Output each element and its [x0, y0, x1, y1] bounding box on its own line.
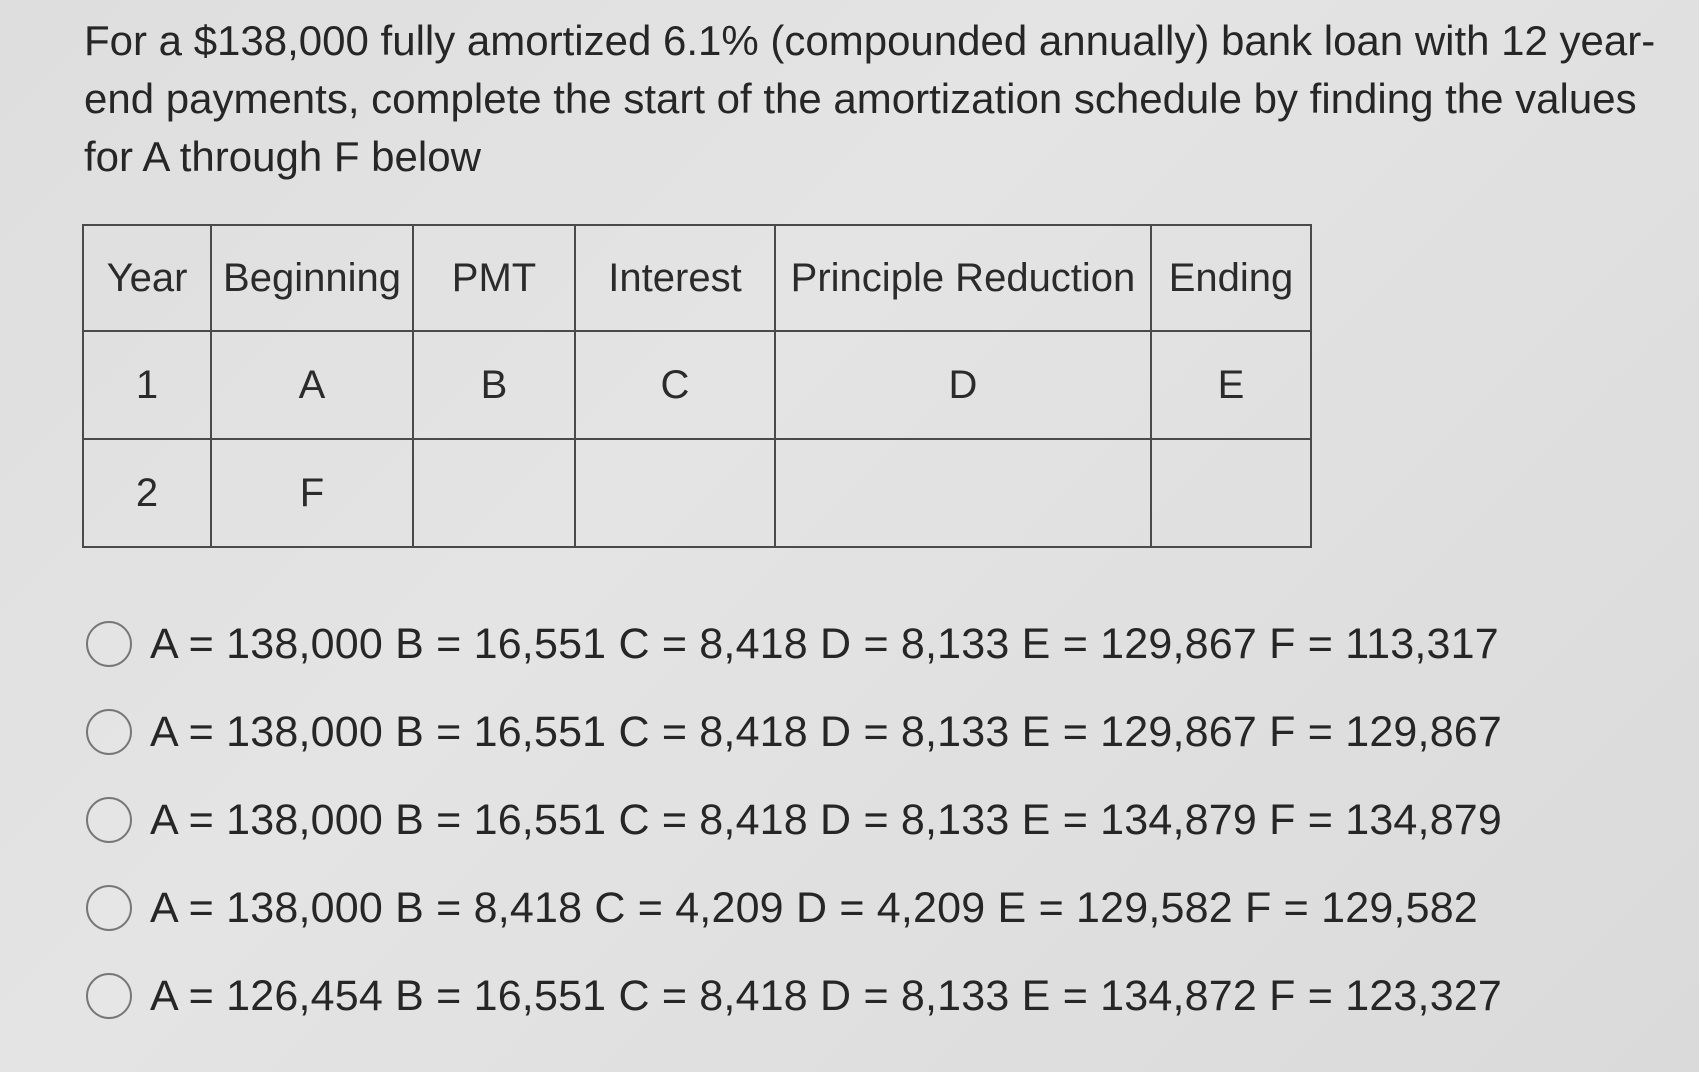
header-interest: Interest — [575, 225, 775, 331]
table-cell: A — [211, 331, 413, 439]
table-header-row — [83, 225, 1311, 331]
header-year: Year — [83, 225, 211, 331]
table-row — [83, 439, 1311, 547]
question-line-3: for A through F below — [84, 133, 481, 180]
option-label: A = 126,454 B = 16,551 C = 8,418 D = 8,133 E = 134,872 F = 123,327 — [150, 971, 1503, 1020]
table-cell: 1 — [83, 331, 211, 439]
table-cell — [1151, 439, 1311, 547]
table-cell — [775, 439, 1151, 547]
table-cell — [413, 439, 575, 547]
option-label: A = 138,000 B = 8,418 C = 4,209 D = 4,209 E = 129,582 F = 129,582 — [150, 883, 1478, 932]
radio-button[interactable] — [86, 621, 132, 667]
table-cell: 2 — [83, 439, 211, 547]
question-line-1: For a $138,000 fully amortized 6.1% (compounded annually) bank loan with 12 year- — [84, 17, 1656, 64]
radio-button[interactable] — [86, 797, 132, 843]
answer-options — [86, 600, 1686, 1040]
answer-option-3[interactable] — [86, 776, 1686, 864]
table-cell — [575, 439, 775, 547]
header-ending: Ending — [1151, 225, 1311, 331]
table-cell: C — [575, 331, 775, 439]
option-label: A = 138,000 B = 16,551 C = 8,418 D = 8,133 E = 134,879 F = 134,879 — [150, 795, 1503, 844]
table-cell: B — [413, 331, 575, 439]
question-text — [84, 12, 1684, 186]
answer-option-2[interactable] — [86, 688, 1686, 776]
option-label: A = 138,000 B = 16,551 C = 8,418 D = 8,133 E = 129,867 F = 113,317 — [150, 619, 1499, 668]
answer-option-4[interactable] — [86, 864, 1686, 952]
table-cell: E — [1151, 331, 1311, 439]
table-cell: F — [211, 439, 413, 547]
header-pmt: PMT — [413, 225, 575, 331]
answer-option-1[interactable] — [86, 600, 1686, 688]
question-line-2: end payments, complete the start of the amortization schedule by finding the values — [84, 75, 1637, 122]
option-label: A = 138,000 B = 16,551 C = 8,418 D = 8,133 E = 129,867 F = 129,867 — [150, 707, 1503, 756]
radio-button[interactable] — [86, 709, 132, 755]
amortization-table — [82, 224, 1312, 548]
radio-button[interactable] — [86, 885, 132, 931]
table-cell: D — [775, 331, 1151, 439]
radio-button[interactable] — [86, 973, 132, 1019]
answer-option-5[interactable] — [86, 952, 1686, 1040]
header-principle-reduction: Principle Reduction — [775, 225, 1151, 331]
table-row — [83, 331, 1311, 439]
header-beginning: Beginning — [211, 225, 413, 331]
